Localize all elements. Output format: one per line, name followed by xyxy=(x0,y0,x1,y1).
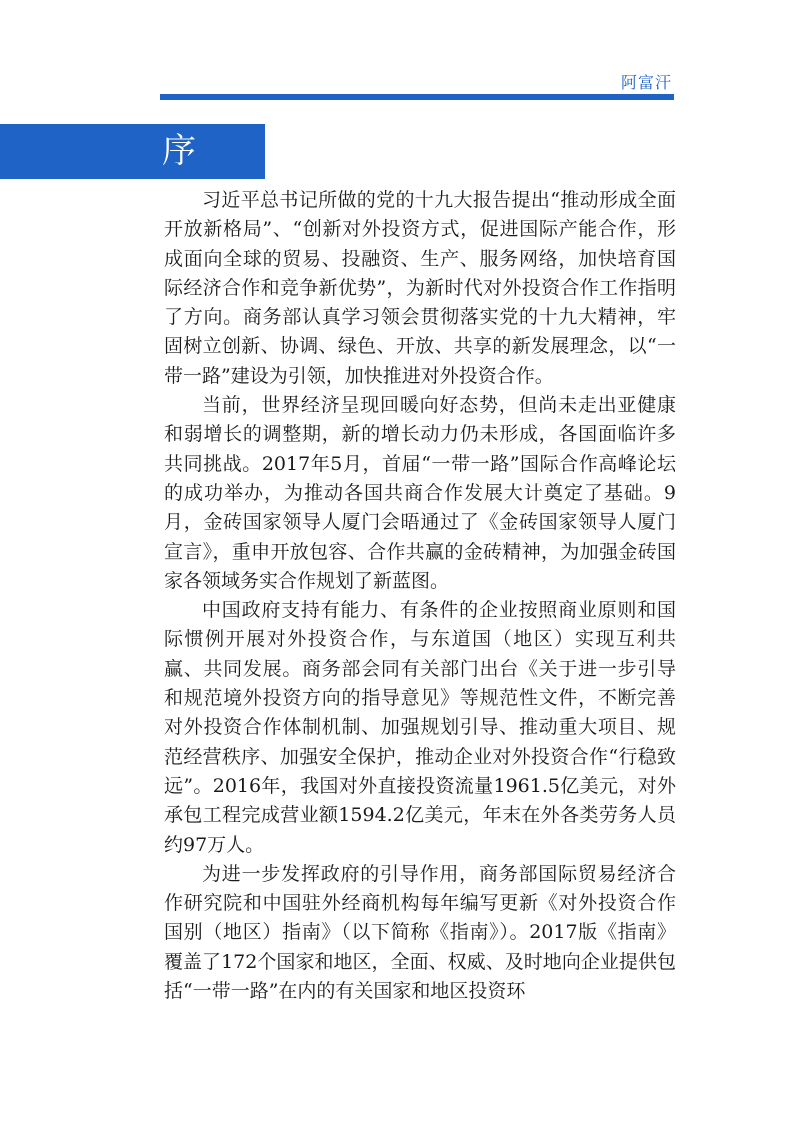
section-title: 序 xyxy=(162,131,196,171)
paragraph-1: 习近平总书记所做的党的十九大报告提出“推动形成全面开放新格局”、“创新对外投资方式，促进国际产能合作，形成面向全球的贸易、投融资、生产、服务网络，加快培育国际经济合作和竞争新优势”，为新时代对外投资合作工作指明了方向。商务部认真学习领会贯彻落实党的十九大精神，牢固树立创新、协调、绿色、开放、共享的新发展理念，以“一带一路”建设为引领，加快推进对外投资合作。 xyxy=(164,189,676,387)
preface-body xyxy=(164,186,676,1006)
country-label: 阿富汗 xyxy=(620,73,672,92)
section-title-banner xyxy=(0,124,265,179)
paragraph-4: 为进一步发挥政府的引导作用，商务部国际贸易经济合作研究院和中国驻外经商机构每年编写更新《对外投资合作国别（地区）指南》（以下简称《指南》）。2017版《指南》覆盖了172个国家和地区，全面、权威、及时地向企业提供包括“一带一路”在内的有关国家和地区投资环 xyxy=(164,862,676,1003)
paragraph-3: 中国政府支持有能力、有条件的企业按照商业原则和国际惯例开展对外投资合作，与东道国（地区）实现互利共赢、共同发展。商务部会同有关部门出台《关于进一步引导和规范境外投资方向的指导意见》等规范性文件，不断完善对外投资合作体制机制、加强规划引导、推动重大项目、规范经营秩序、加强安全保护，推动企业对外投资合作“行稳致远”。2016年，我国对外直接投资流量1961.5亿美元，对外承包工程完成营业额1594.2亿美元，年末在外各类劳务人员约97万人。 xyxy=(164,599,676,856)
paragraph-2: 当前，世界经济呈现回暖向好态势，但尚未走出亚健康和弱增长的调整期，新的增长动力仍未形成，各国面临许多共同挑战。2017年5月，首届“一带一路”国际合作高峰论坛的成功举办，为推动各国共商合作发展大计奠定了基础。9月，金砖国家领导人厦门会晤通过了《金砖国家领导人厦门宣言》，重申开放包容、合作共赢的金砖精神，为加强金砖国家各领域务实合作规划了新蓝图。 xyxy=(164,394,676,592)
header-rule xyxy=(160,94,674,100)
